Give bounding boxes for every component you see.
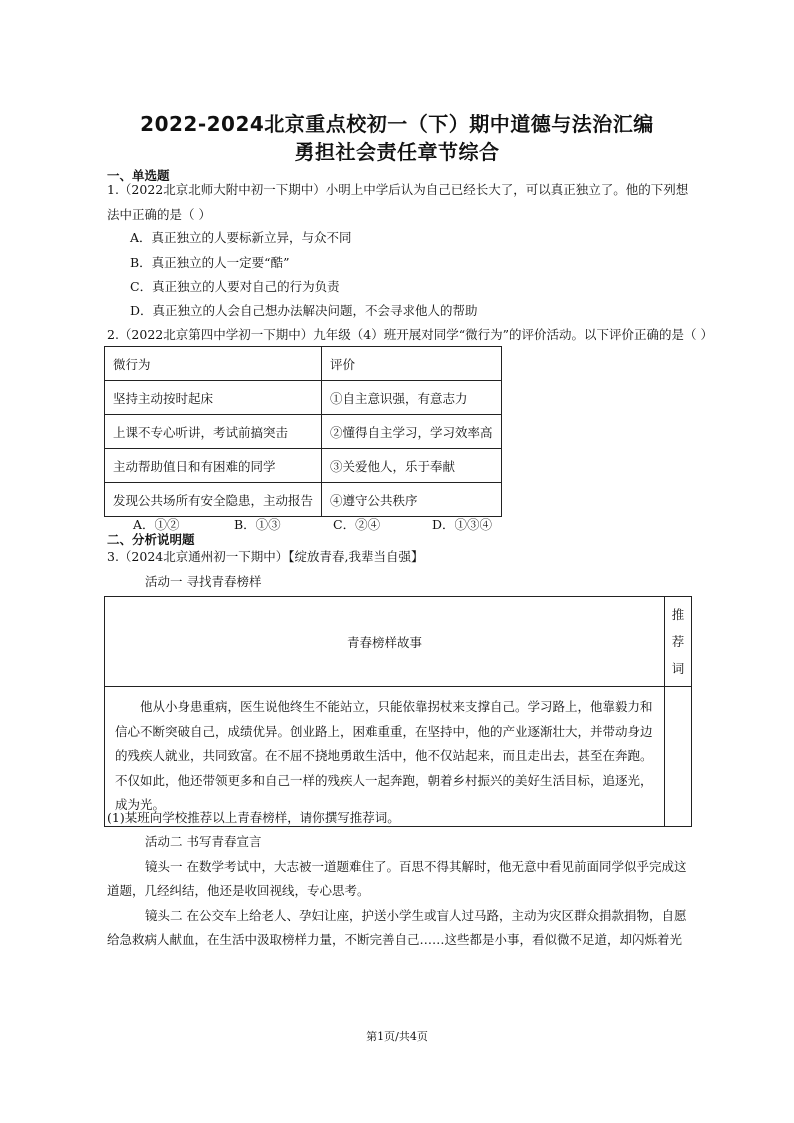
q1-option-b: B．真正独立的人一定要“酷” bbox=[130, 255, 290, 270]
q3-activity2-heading: 活动二 书写青春宣言 bbox=[145, 834, 262, 849]
section-heading-single-choice: 一、单选题 bbox=[107, 168, 170, 183]
q2-option-b: B．①③ bbox=[234, 517, 281, 532]
table-cell: ③关爱他人，乐于奉献 bbox=[322, 449, 502, 483]
table-header-row bbox=[105, 597, 692, 687]
q1-stem-line1: 1.（2022北京北师大附中初一下期中）小明上中学后认为自己已经长大了，可以真正独立了。他的下列想 bbox=[107, 182, 689, 197]
q1-stem-line2: 法中正确的是（ ） bbox=[107, 207, 211, 222]
table-header-row bbox=[105, 347, 502, 381]
q3-shot2-line2: 给急救病人献血，在生活中汲取榜样力量，不断完善自己……这些都是小事，看似微不足道，却闪烁着光 bbox=[107, 932, 683, 947]
q1-option-c: C．真正独立的人要对自己的行为负责 bbox=[130, 279, 340, 294]
table-cell: ④遵守公共秩序 bbox=[322, 483, 502, 517]
q3-role-model-table bbox=[104, 596, 692, 827]
table-header-side-cell: 推荐词 bbox=[665, 597, 692, 687]
q3-shot2-line1: 镜头二 在公交车上给老人、孕妇让座，护送小学生或盲人过马路，主动为灾区群众捐款捐物，自愿 bbox=[145, 908, 687, 923]
table-row bbox=[105, 483, 502, 517]
table-cell: ①自主意识强，有意志力 bbox=[322, 381, 502, 415]
q3-stem: 3.（2024北京通州初一下期中）【绽放青春,我辈当自强】 bbox=[107, 549, 424, 564]
table-cell: 坚持主动按时起床 bbox=[105, 381, 322, 415]
table-row bbox=[105, 381, 502, 415]
table-row bbox=[105, 415, 502, 449]
q3-shot1-line2: 道题，几经纠结，他还是收回视线，专心思考。 bbox=[107, 883, 370, 898]
table-row bbox=[105, 687, 692, 827]
section-heading-analysis: 二、分析说明题 bbox=[107, 532, 195, 547]
q2-evaluation-table bbox=[104, 346, 502, 517]
table-header-cell: 微行为 bbox=[105, 347, 322, 381]
q2-option-d: D．①③④ bbox=[432, 517, 493, 532]
table-cell: ②懂得自主学习，学习效率高 bbox=[322, 415, 502, 449]
q3-sub-question-1: (1)某班向学校推荐以上青春榜样，请你撰写推荐词。 bbox=[107, 810, 400, 825]
q3-shot1-line1: 镜头一 在数学考试中，大志被一道题难住了。百思不得其解时，他无意中看见前面同学似乎完成这 bbox=[145, 859, 687, 874]
role-model-story-cell: 他从小身患重病，医生说他终生不能站立，只能依靠拐杖来支撑自己。学习路上，他靠毅力和信心不断突破自己，成绩优异。创业路上，困难重重，在坚持中，他的产业逐渐壮大，并带动身边的残疾人就业，共同致富。在不屈不挠地勇敢生活中，他不仅站起来，而且走出去，甚至在奔跑。不仅如此，他还带领更多和自己一样的残疾人一起奔跑，朝着乡村振兴的美好生活目标，追逐光，成为光。 bbox=[105, 687, 665, 827]
table-header-cell: 青春榜样故事 bbox=[105, 597, 665, 687]
table-row bbox=[105, 449, 502, 483]
table-cell: 主动帮助值日和有困难的同学 bbox=[105, 449, 322, 483]
table-cell: 发现公共场所有安全隐患，主动报告 bbox=[105, 483, 322, 517]
table-header-cell: 评价 bbox=[322, 347, 502, 381]
q1-option-d: D．真正独立的人会自己想办法解决问题，不会寻求他人的帮助 bbox=[130, 303, 478, 318]
q3-activity1-heading: 活动一 寻找青春榜样 bbox=[145, 574, 262, 589]
table-cell: 上课不专心听讲，考试前搞突击 bbox=[105, 415, 322, 449]
q1-option-a: A．真正独立的人要标新立异，与众不同 bbox=[130, 230, 352, 245]
q2-option-a: A．①② bbox=[133, 517, 180, 532]
document-title-line1: 2022-2024北京重点校初一（下）期中道德与法治汇编 bbox=[140, 112, 654, 136]
page-footer: 第1页/共4页 bbox=[366, 1030, 428, 1043]
recommendation-blank-cell bbox=[665, 687, 692, 827]
q2-option-c: C．②④ bbox=[333, 517, 381, 532]
document-title-line2: 勇担社会责任章节综合 bbox=[294, 140, 500, 164]
q2-stem: 2.（2022北京第四中学初一下期中）九年级（4）班开展对同学“微行为”的评价活动。以下评价正确的是（ ） bbox=[107, 327, 713, 342]
